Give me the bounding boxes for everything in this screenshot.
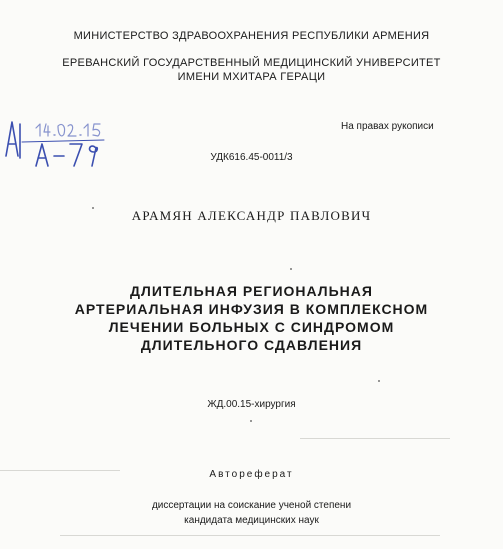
- dissertation-degree-line2: кандидата медицинских наук: [184, 515, 319, 526]
- scan-speck: [92, 207, 94, 209]
- handwritten-mark-graphic: [0, 116, 140, 172]
- document-type: Автореферат: [209, 469, 294, 480]
- scan-streak: [0, 470, 120, 471]
- specialty-code: ЖД.00.15-хирургия: [207, 399, 296, 410]
- university-heading-line2: ИМЕНИ МХИТАРА ГЕРАЦИ: [177, 71, 326, 83]
- title-line: АРТЕРИАЛЬНАЯ ИНФУЗИЯ В КОМПЛЕКСНОМ: [74, 301, 429, 317]
- dissertation-degree-line1: диссертации на соискание ученой степени: [151, 500, 352, 511]
- scan-speck: [290, 268, 292, 270]
- university-heading-line1: ЕРЕВАНСКИЙ ГОСУДАРСТВЕННЫЙ МЕДИЦИНСКИЙ УНИВЕРСИТЕТ: [62, 57, 441, 69]
- scan-streak: [60, 535, 440, 536]
- title-line: ДЛИТЕЛЬНОГО СДАВЛЕНИЯ: [140, 337, 363, 353]
- scan-speck: [378, 380, 380, 382]
- dissertation-title: [0, 282, 503, 354]
- ministry-heading: МИНИСТЕРСТВО ЗДРАВООХРАНЕНИЯ РЕСПУБЛИКИ АРМЕНИЯ: [73, 30, 430, 42]
- title-line: ДЛИТЕЛЬНАЯ РЕГИОНАЛЬНАЯ: [130, 283, 373, 299]
- scan-speck: [250, 420, 252, 422]
- rights-note: На правах рукописи: [341, 121, 434, 132]
- title-line: ЛЕЧЕНИИ БОЛЬНЫХ С СИНДРОМОМ: [108, 319, 395, 335]
- author-name: АРАМЯН АЛЕКСАНДР ПАВЛОВИЧ: [131, 208, 372, 223]
- scan-streak: [300, 438, 450, 439]
- handwritten-signature: [0, 116, 140, 172]
- udk-code: УДК616.45-0011/3: [210, 152, 293, 163]
